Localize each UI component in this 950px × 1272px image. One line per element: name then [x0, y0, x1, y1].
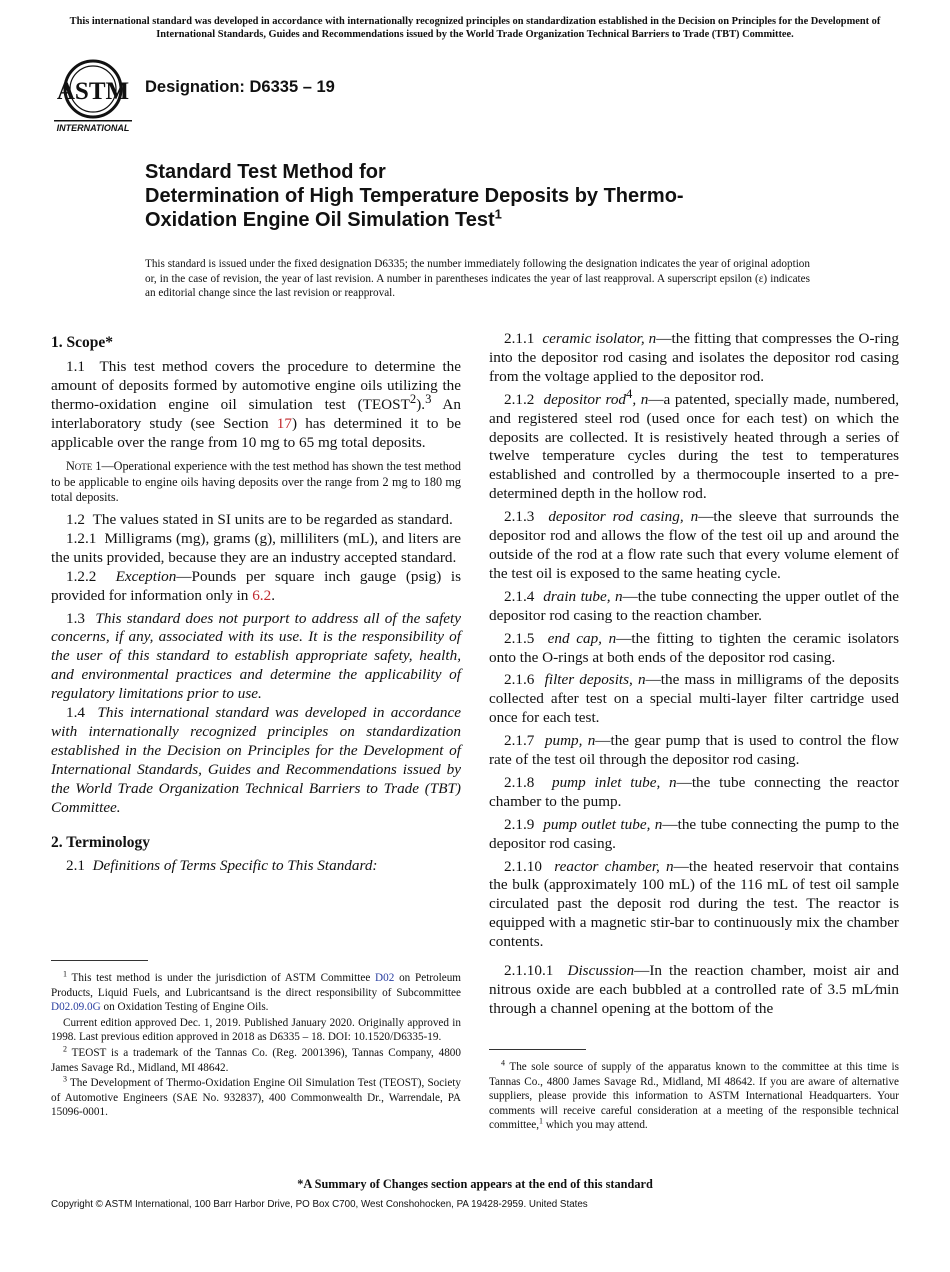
scope-heading: 1. Scope* [51, 334, 113, 351]
def-2-1-5: 2.1.5 end cap, n—the fitting to tighten the ceramic isolators onto the O-rings at both ends of the depositor rod casing. [489, 629, 900, 666]
logo-letters: ASTM [56, 78, 130, 105]
left-column [51, 330, 461, 880]
def-2-1-1: 2.1.1 ceramic isolator, n—the fitting that compresses the O-ring into the depositor rod casing and isolates the depositor rod casing from the voltage applied to the depositor rod. [489, 330, 899, 385]
document-title [145, 160, 845, 232]
section-6-2-link[interactable]: 6.2 [252, 586, 272, 604]
title-footnote-mark: 1 [494, 206, 502, 222]
terminology-heading: 2. Terminology [51, 833, 151, 851]
title-line-2: Determination of High Temperature Deposits by Thermo- [145, 185, 684, 207]
def-2-1-9: 2.1.9 pump outlet tube, n—the tube connecting the pump to the depositor rod casing. [489, 815, 900, 852]
def-2-1-6: 2.1.6 filter deposits, n—the mass in milligrams of the deposits collected after test on a special multi-layer filter cartridge used once for each test. [489, 671, 900, 727]
para-1-3: 1.3 This standard does not purport to address all of the safety concerns, if any, associated with its use. It is the responsibility of the user of this standard to establish appropriate safety, health, and environmental practices and determine the applicability of regulatory limitations prior to use. [51, 609, 462, 703]
para-1-4: 1.4 This international standard was developed in accordance with internationally recognized principles on standardization established in the Decision on Principles for the Development of International Standards, Guides and Recommendations issued by the World Trade Organization Technical Barriers to Trade (TBT) Committee. [51, 704, 461, 816]
right-column [489, 330, 899, 1023]
para-1-2: 1.2 The values stated in SI units are to be regarded as standard. [66, 511, 453, 529]
def-2-1-8: 2.1.8 pump inlet tube, n—the tube connecting the reactor chamber to the pump. [489, 773, 900, 810]
para-1-2-1: 1.2.1 Milligrams (mg), grams (g), milliliters (mL), and liters are the units provided, because they are an industry accepted standard. [51, 529, 461, 566]
footnotes-left [51, 960, 461, 1121]
para-2-1: 2.1 Definitions of Terms Specific to This Standard: [66, 857, 378, 875]
para-1-1: 1.1 This test method covers the procedure to determine the amount of deposits formed by automotive engine oils utilizing the thermo-oxidation engine oil simulation test (TEOST$^2$).$^3$ An interlaboratory study (see Section 17) has determined it to be applicable over the range from 10 mg to 65 mg total deposits. [51, 357, 462, 451]
para-1-2-2: 1.2.2 Exception—Pounds per square inch gauge (psig) is provided for information only in 6.2. [51, 567, 461, 604]
footnote-rule [51, 960, 148, 961]
def-2-1-10-1: 2.1.10.1 Discussion—In the reaction chamber, moist air and nitrous oxide are each bubbled at a controlled rate of 3.5 mL⁄min through a channel opening at the bottom of the [489, 962, 899, 1017]
designation: Designation: D6335 – 19 [145, 78, 335, 96]
astm-logo-icon [52, 58, 134, 134]
def-2-1-7: 2.1.7 pump, n—the gear pump that is used to control the flow rate of the test oil through the depositor rod casing. [489, 732, 900, 769]
subcommittee-link[interactable]: D02.09.0G [51, 1001, 101, 1014]
footnote-1: $^1$ This test method is under the jurisdiction of ASTM Committee D02 on Petroleum Products, Liquid Fuels, and Lubricantsand is the direct responsibility of Subcommittee D02.09.0G on Oxidation Testing of Engine Oils. [51, 969, 461, 1014]
title-line-1: Standard Test Method for [145, 161, 386, 183]
edition-note: Current edition approved Dec. 1, 2019. Published January 2020. Originally approved in 1998. Last previous edition approved in 2018 as D6335 – 18. DOI: 10.1520/D6335-19. [51, 1016, 461, 1044]
committee-d02-link[interactable]: D02 [375, 972, 395, 984]
def-2-1-3: 2.1.3 depositor rod casing, n—the sleeve that surrounds the depositor rod and allows the flow of the test oil up and around the outside of the rod at a flow rate such that every volume element of the test oil is exposed to the same heating cycle. [489, 508, 900, 582]
def-2-1-2: 2.1.2 depositor rod$^4$, n—a patented, specially made, numbered, and registered steel rod (used once for each test) on which the deposits are collected. It is resistively heated through a series of twelve temperature cycles during the test to temperatures established and controlled by a thermocouple inserted to a pre-determined depth in the hollow rod. [489, 386, 899, 503]
issuance-statement: This standard is issued under the fixed designation D6335; the number immediately following the designation indicates the year of original adoption or, in the case of revision, the year of last revision. A number in parentheses indicates the year of last reapproval. A superscript epsilon (ε) indicates an editorial change since the last revision or reapproval. [145, 258, 810, 300]
footnote-3: $^3$ The Development of Thermo-Oxidation Engine Oil Simulation Test (TEOST), Society of Automotive Engineers (SAE No. 932837), 400 Commonwealth Dr., Warrendale, PA 15096-0001. [51, 1074, 461, 1119]
section-17-link[interactable]: 17 [276, 414, 292, 432]
summary-of-changes-note: *A Summary of Changes section appears at the end of this standard [297, 1177, 653, 1191]
footnotes-right [489, 1049, 899, 1134]
title-line-3: Oxidation Engine Oil Simulation Test$^1$ [145, 206, 502, 231]
footnote-rule [489, 1049, 586, 1050]
footnote-2: $^2$ TEOST is a trademark of the Tannas Co. (Reg. 2001396), Tannas Company, 4800 James Savage Rd., Midland, MI 48642. [51, 1044, 461, 1074]
logo-text: INTERNATIONAL [56, 123, 130, 133]
astm-logo [52, 58, 134, 134]
note-1: Note 1—Operational experience with the test method has shown the test method to be applicable to engine oils having deposits over the range from 2 mg to 180 mg total deposits. [51, 459, 461, 504]
footnote-4: $^4$ The sole source of supply of the apparatus known to the committee at this time is Tannas Co., 4800 James Savage Rd., Midland, MI 48642. If you are aware of alternative suppliers, please provide this information to ASTM International Headquarters. Your comments will receive careful consideration at a meeting of the responsible technical committee,$^1$ which you may attend. [489, 1058, 899, 1132]
standards-notice: This international standard was developed in accordance with internationally recognized principles on standardization established in the Decision on Principles for the Development of International Standards, Guides and Recommendations issued by the World Trade Organization Technical Barriers to Trade (TBT) Committee. [69, 16, 881, 40]
def-2-1-10: 2.1.10 reactor chamber, n—the heated reservoir that contains the bulk (approximately 100 mL) of the 116 mL of test oil sample circulated past the deposit rod during the test. The reactor is equipped with a magnetic stir-bar to continuously mix the chamber contents. [489, 857, 900, 951]
def-2-1-4: 2.1.4 drain tube, n—the tube connecting the upper outlet of the depositor rod casing to the reaction chamber. [489, 587, 899, 624]
copyright: Copyright © ASTM International, 100 Barr Harbor Drive, PO Box C700, West Conshohocken, PA 19428-2959. United States [51, 1199, 588, 1210]
